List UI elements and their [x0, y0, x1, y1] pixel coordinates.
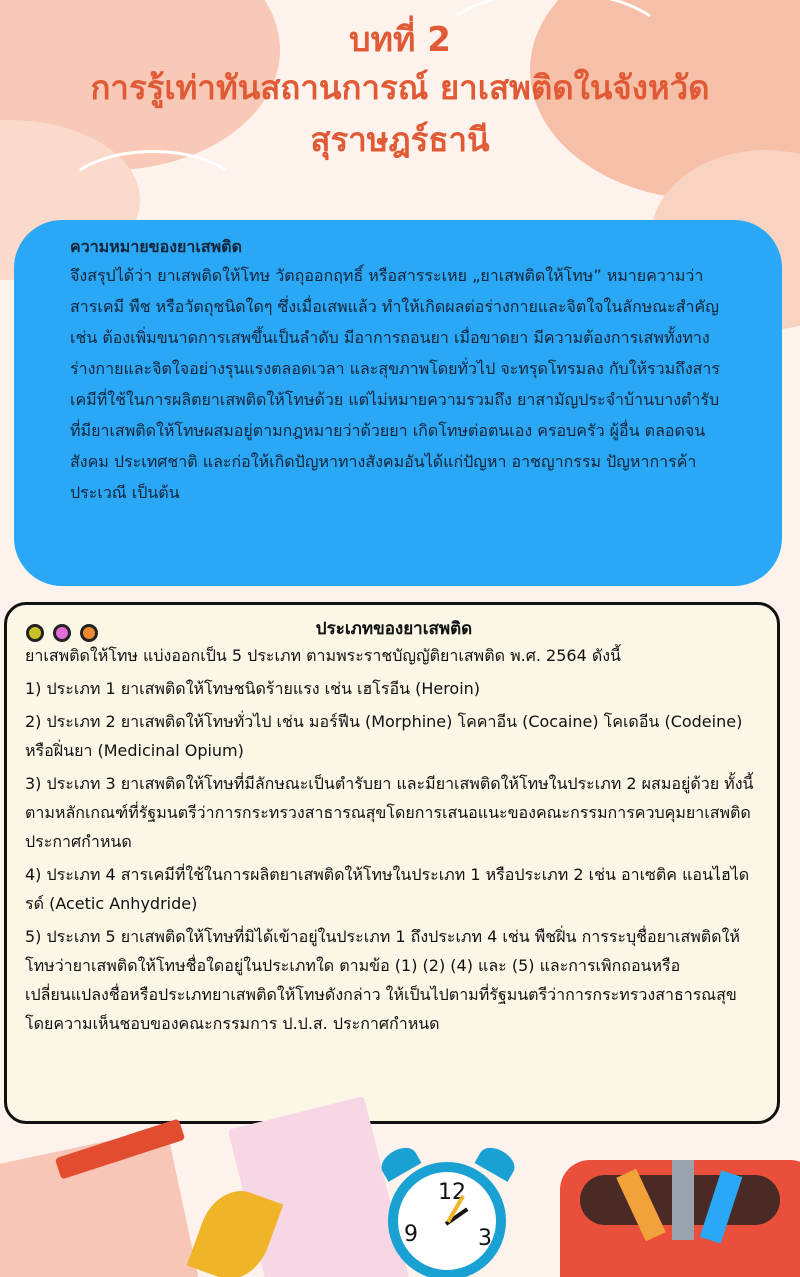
- drug-type-item: 5) ประเภท 5 ยาเสพติดให้โทษที่มิได้เข้าอยู่ในประเภท 1 ถึงประเภท 4 เช่น พืชฝิ่น การระบุชื่อยาเสพติดให้โทษว่ายาเสพติดให้โทษชื่อใดอยู่ในประเภทใด ตามข้อ (1) (2) (4) และ (5) และการเพิกถอนหรือเปลี่ยนแปลงชื่อหรือประเภทยาเสพติดให้โทษดังกล่าว ให้เป็นไปตามที่รัฐมนตรีว่าการกระทรวงสาธารณสุขโดยความเห็นชอบของคณะกรรมการ ป.ป.ส. ประกาศกำหนด: [25, 927, 740, 1033]
- crayon-icon: [672, 1160, 694, 1240]
- clock-number: 9: [404, 1222, 418, 1247]
- drug-type-item: 3) ประเภท 3 ยาเสพติดให้โทษที่มีลักษณะเป็นตำรับยา และมียาเสพติดให้โทษในประเภท 2 ผสมอยู่ด้วย ทั้งนี้ ตามหลักเกณฑ์ที่รัฐมนตรีว่าการกระทรวงสาธารณสุขโดยการเสนอแนะของคณะกรรมการควบคุมยาเสพติดประกาศกำหนด: [25, 774, 754, 851]
- dot-icon: [26, 624, 44, 642]
- dot-icon: [80, 624, 98, 642]
- definition-card: [14, 220, 782, 586]
- drug-types-heading: ประเภทของยาเสพติด: [315, 619, 473, 639]
- page-title: [0, 18, 800, 166]
- definition-body: จึงสรุปได้ว่า ยาเสพติดให้โทษ วัตถุออกฤทธิ์ หรือสารระเหย „ยาเสพติดให้โทษ” หมายความว่า สารเคมี พืช หรือวัตถุชนิดใดๆ ซึ่งเมื่อเสพแล้ว ทำให้เกิดผลต่อร่างกายและจิตใจในลักษณะสำคัญ เช่น ต้องเพิ่มขนาดการเสพขึ้นเป็นลำดับ มีอาการถอนยา เมื่อขาดยา มีความต้องการเสพทั้งทางร่างกายและจิตใจอย่างรุนแรงตลอดเวลา และสุขภาพโดยทั่วไป จะทรุดโทรมลง กับให้รวมถึงสารเคมีที่ใช้ในการผลิตยาเสพติดให้โทษด้วย แต่ไม่หมายความรวมถึง ยาสามัญประจำบ้านบางตำรับที่มียาเสพติดให้โทษผสมอยู่ตามกฎหมายว่าด้วยยา เกิดโทษต่อตนเอง ครอบครัว ผู้อื่น ตลอดจนสังคม ประเทศชาติ และก่อให้เกิดปัญหาทางสังคมอันได้แก่ปัญหา อาชญากรรม ปัญหาการค้าประเวณี เป็นต้น: [70, 266, 720, 502]
- drug-type-item: 1) ประเภท 1 ยาเสพติดให้โทษชนิดร้ายแรง เช่น เฮโรอีน (Heroin): [25, 679, 481, 698]
- drug-types-card: [4, 602, 780, 1124]
- chapter-label: บทที่ 2: [349, 20, 451, 60]
- drug-type-item: 2) ประเภท 2 ยาเสพติดให้โทษทั่วไป เช่น มอร์ฟีน (Morphine) โคคาอีน (Cocaine) โคเดอีน (Codeine) หรือฝิ่นยา (Medicinal Opium): [25, 712, 743, 760]
- clock-number: 12: [438, 1180, 466, 1205]
- title-line-2: สุราษฎร์ธานี: [310, 120, 490, 159]
- clock-number: 3: [478, 1226, 492, 1251]
- definition-heading: ความหมายของยาเสพติด: [70, 237, 242, 256]
- title-line-1: การรู้เท่าทันสถานการณ์ ยาเสพติดในจังหวัด: [90, 68, 710, 107]
- window-dots: [26, 624, 98, 642]
- dot-icon: [53, 624, 71, 642]
- drug-types-intro: ยาเสพติดให้โทษ แบ่งออกเป็น 5 ประเภท ตามพระราชบัญญัติยาเสพติด พ.ศ. 2564 ดังนี้: [25, 646, 621, 665]
- drug-type-item: 4) ประเภท 4 สารเคมีที่ใช้ในการผลิตยาเสพติดให้โทษในประเภท 1 หรือประเภท 2 เช่น อาเซติค แอนไฮไดรด์ (Acetic Anhydride): [25, 865, 750, 913]
